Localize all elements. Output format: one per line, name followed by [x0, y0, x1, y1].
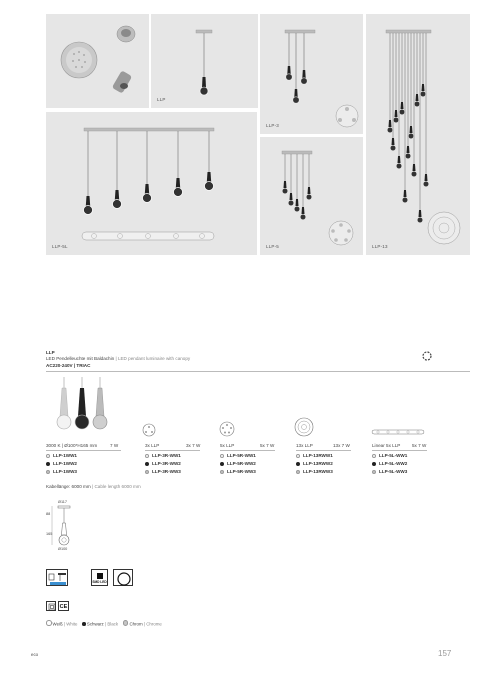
llp-13-pendant-globe: [405, 153, 411, 159]
black-dot-icon: [82, 622, 86, 626]
chrome-dot-icon: [46, 470, 50, 474]
llp-13-pendant-body: [407, 146, 410, 153]
dim-bottom: Ø100: [58, 547, 68, 551]
llp-13-pendant-body: [404, 190, 407, 197]
variant-5-white: LLP-5L-WW1: [372, 453, 407, 458]
white-dot-icon: [372, 454, 376, 458]
llp-5l-illustration: [46, 112, 257, 255]
black-dot-icon: [220, 462, 224, 466]
col-name-2: 3x LLP: [145, 443, 160, 448]
llp-13-pendant-body: [419, 210, 422, 217]
panel-label-llp-5l: LLP-5L: [52, 244, 68, 249]
variant-4-chrome: LLP-13RWW3: [296, 469, 333, 474]
black-dot-icon: [372, 462, 376, 466]
protection-class-svg: [47, 602, 57, 612]
llp-13-pendant-body: [401, 102, 404, 109]
panel-llp-13: [366, 14, 470, 255]
col-rule-3: [220, 450, 275, 451]
col-rule-5: [372, 450, 427, 451]
llp-13-pendant-globe: [393, 117, 399, 123]
col-power-5: 5x 7 W: [412, 443, 427, 448]
black-dot-icon: [46, 462, 50, 466]
chrome-dot-icon: [296, 470, 300, 474]
llp-13-pendant-globe: [411, 171, 417, 177]
llp-illustration: [151, 14, 258, 108]
white-dot-icon: [46, 620, 52, 626]
llp-detail-illustration: [46, 14, 149, 108]
col-rule-2: [145, 450, 200, 451]
beam-angle-icon: [113, 569, 133, 586]
panel-llp-3: [260, 14, 363, 134]
subtitle-de: LED Pendelleuchte mit Baldachin: [46, 356, 115, 361]
variant-1-chrome: LLP-1WW3: [46, 469, 77, 474]
ce-label: CE: [59, 603, 68, 610]
panel-llp-detail: [46, 14, 149, 108]
ce-mark-icon: [58, 601, 69, 611]
black-dot-icon: [145, 462, 149, 466]
variant-1-black: LLP-1WW2: [46, 461, 77, 466]
smd-led-icon: [91, 569, 108, 586]
col-name-1: 3000 K | Ø100*H165 mm: [46, 443, 98, 448]
white-dot-icon: [145, 454, 149, 458]
variant-2-chrome: LLP-3R-WW3: [145, 469, 181, 474]
header-rule: [46, 371, 470, 372]
variant-3-chrome: LLP-5R-WW3: [220, 469, 256, 474]
product-subtitle: LED Pendelleuchte mit Baldachin | LED pendant luminaire with canopy: [46, 356, 191, 361]
llp-13-pendant-body: [413, 164, 416, 171]
variant-5-chrome: LLP-5L-WW3: [372, 469, 407, 474]
white-dot-icon: [46, 454, 50, 458]
llp-13-pendant-body: [410, 126, 413, 133]
dim-h1: 88: [46, 512, 51, 516]
llp-5-illustration: [260, 137, 363, 255]
llp-13-pendant-globe: [390, 145, 396, 151]
beam-icon-svg: [114, 570, 134, 587]
llp-13-pendant-body: [416, 94, 419, 101]
llp-13-pendant-body: [422, 84, 425, 91]
chip-icon: [97, 573, 103, 579]
llp-13-pendant-globe: [420, 91, 426, 97]
variant-1-white: LLP-1WW1: [46, 453, 77, 458]
col-power-4: 13x 7 W: [333, 443, 350, 448]
protection-class-icon: [46, 601, 56, 611]
llp-13-illustration: [366, 14, 470, 255]
panel-label-llp-5: LLP-5: [266, 244, 280, 249]
panel-llp: [151, 14, 258, 108]
col-name-3: 5x LLP: [220, 443, 235, 448]
installation-icon-svg: [47, 570, 69, 587]
llp-3-illustration: [260, 14, 363, 134]
variant-2-white: LLP-3R-WW1: [145, 453, 181, 458]
llp-13-pendant-globe: [399, 109, 405, 115]
color-legend: Weiß | White Schwarz | Black Chrom | Chrome: [46, 620, 162, 627]
chrome-dot-icon: [145, 470, 149, 474]
llp-13-pendant-body: [389, 120, 392, 127]
llp-13-pendant-body: [395, 110, 398, 117]
page-number: 157: [438, 649, 452, 658]
variant-5-black: LLP-5L-WW2: [372, 461, 407, 466]
dim-top: Ø117: [58, 500, 68, 504]
subtitle-en: LED pendant luminaire with canopy: [117, 356, 191, 361]
llp-13-pendant-globe: [423, 181, 429, 187]
variant-4-white: LLP-13RWW1: [296, 453, 333, 458]
col-rule-4: [296, 450, 351, 451]
llp-13-pendant-body: [392, 138, 395, 145]
variant-4-black: LLP-13RWW2: [296, 461, 333, 466]
col-power-3: 5x 7 W: [260, 443, 275, 448]
smd-led-label: SMD LED: [92, 580, 107, 584]
col-name-4: 13x LLP: [296, 443, 313, 448]
col-power-2: 3x 7 W: [186, 443, 201, 448]
col-rule-1: [46, 450, 121, 451]
installation-icon: [46, 569, 68, 586]
col-name-5: Linear 5x LLP: [372, 443, 401, 448]
white-dot-icon: [296, 454, 300, 458]
dim-h2: 165: [46, 532, 53, 536]
panel-label-llp-3: LLP-3: [266, 123, 280, 128]
variant-3-black: LLP-5R-WW2: [220, 461, 256, 466]
llp-13-pendant-body: [425, 174, 428, 181]
footer-brand: eco: [31, 652, 39, 657]
llp-13-pendant-globe: [414, 101, 420, 107]
llp-13-pendant-globe: [387, 127, 393, 133]
chrome-dot-icon: [123, 620, 129, 626]
variant-2-black: LLP-3R-WW2: [145, 461, 181, 466]
panel-llp-5l: [46, 112, 257, 255]
col-power-1: 7 W: [110, 443, 119, 448]
chrome-dot-icon: [372, 470, 376, 474]
llp-13-pendant-body: [398, 156, 401, 163]
chrome-dot-icon: [220, 470, 224, 474]
black-dot-icon: [296, 462, 300, 466]
llp-13-pendant-globe: [408, 133, 414, 139]
panel-label-llp-13: LLP-13: [372, 244, 388, 249]
panel-llp-5: [260, 137, 363, 255]
white-dot-icon: [220, 454, 224, 458]
llp-13-pendant-globe: [402, 197, 408, 203]
panel-label-llp: LLP: [157, 97, 166, 102]
product-specs: AC220-240V | TRIAC: [46, 363, 91, 368]
llp-13-pendant-globe: [396, 163, 402, 169]
product-title: LLP: [46, 350, 55, 355]
llp-13-pendant-globe: [417, 217, 423, 223]
cable-length: Kabellänge: 6000 mm | Cable length 6000 mm: [46, 484, 141, 489]
variant-3-white: LLP-5R-WW1: [220, 453, 256, 458]
